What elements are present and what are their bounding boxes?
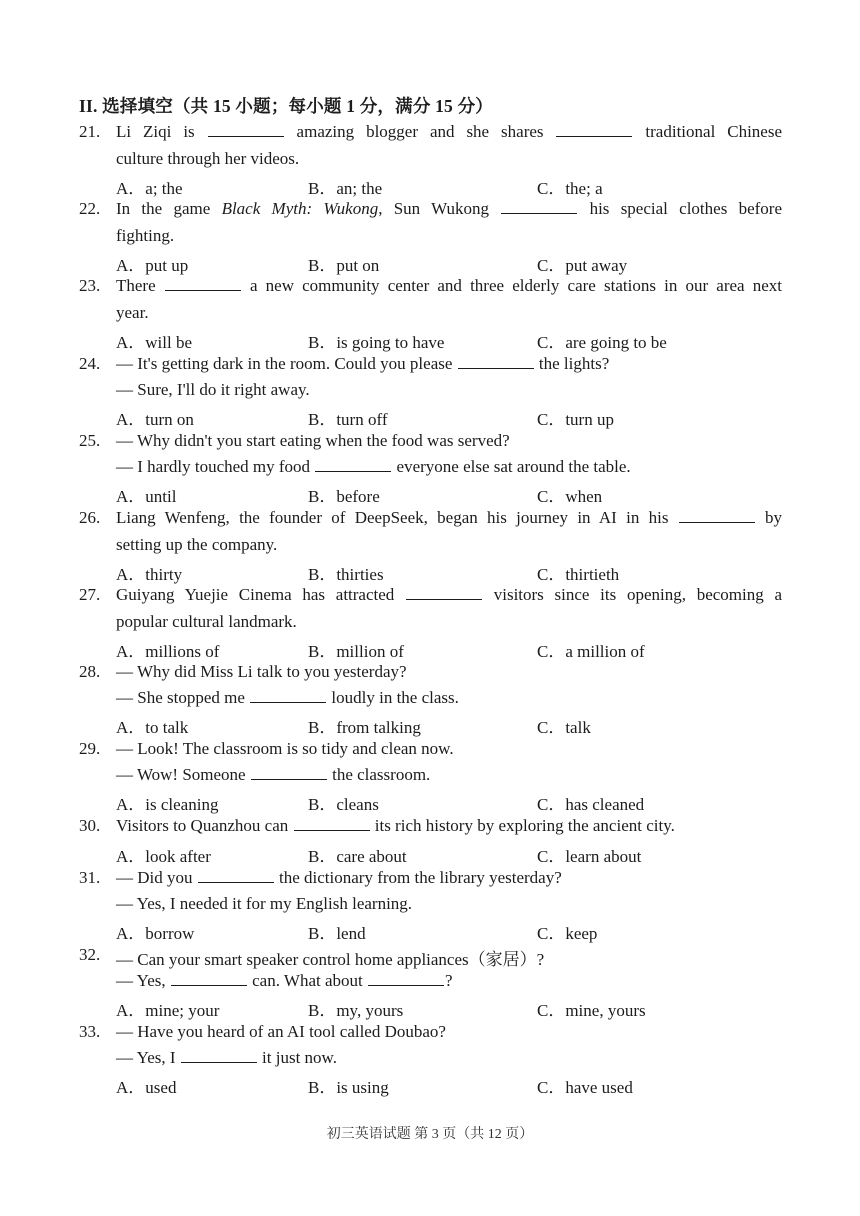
answer-blank (250, 688, 326, 703)
question-number: 31. (79, 868, 101, 887)
question-stem-line2: popular cultural landmark. (116, 612, 297, 631)
option-a: A．put up (116, 256, 189, 275)
option-a: A．thirty (116, 565, 183, 584)
question-number: 25. (79, 431, 101, 450)
question-number: 29. (79, 739, 101, 758)
option-a: A．mine; your (116, 1001, 220, 1020)
option-c: C．thirtieth (537, 565, 620, 584)
answer-blank (198, 868, 274, 883)
answer-blank (251, 765, 327, 780)
question-number: 26. (79, 508, 101, 527)
option-a: A．a; the (116, 179, 183, 198)
option-b: B．is using (308, 1078, 389, 1097)
question-number: 33. (79, 1022, 101, 1041)
section-title: II. 选择填空（共 15 小题；每小题 1 分，满分 15 分） (79, 96, 493, 116)
answer-blank (406, 585, 482, 600)
question-number: 21. (79, 122, 101, 141)
answer-blank (501, 199, 577, 214)
question-stem-line1: Visitors to Quanzhou can its rich history by exploring the ancient city. (116, 816, 675, 835)
question-number: 30. (79, 816, 101, 835)
question-stem-line1: Guiyang Yuejie Cinema has attracted visitors since its opening, becoming a (116, 585, 782, 604)
option-b: B．million of (308, 642, 404, 661)
question-stem-line2: fighting. (116, 226, 175, 245)
option-c: C．are going to be (537, 333, 667, 352)
option-b: B．lend (308, 924, 366, 943)
question-number: 27. (79, 585, 101, 604)
question-stem-line2: — Wow! Someone the classroom. (116, 765, 431, 784)
option-c: C．when (537, 487, 603, 506)
question-stem-line2: — Yes, I needed it for my English learning. (116, 894, 413, 913)
option-b: B．before (308, 487, 380, 506)
answer-blank (556, 122, 632, 137)
question-number: 32. (79, 945, 101, 964)
option-c: C．put away (537, 256, 628, 275)
question-stem-line1: — Have you heard of an AI tool called Doubao? (116, 1022, 446, 1041)
question-number: 23. (79, 276, 101, 295)
question-number: 22. (79, 199, 101, 218)
option-b: B．an; the (308, 179, 383, 198)
option-c: C．the; a (537, 179, 603, 198)
question-stem-line2: — I hardly touched my food everyone else sat around the table. (116, 457, 631, 476)
option-b: B．turn off (308, 410, 388, 429)
question-stem-line2: — Sure, I'll do it right away. (116, 380, 310, 399)
option-a: A．will be (116, 333, 193, 352)
question-stem-line1: — Can your smart speaker control home appliances（家居）? (116, 950, 545, 969)
answer-blank (208, 122, 284, 137)
option-b: B．put on (308, 256, 380, 275)
answer-blank (171, 971, 247, 986)
option-b: B．my, yours (308, 1001, 404, 1020)
answer-blank (458, 354, 534, 369)
option-a: A．millions of (116, 642, 220, 661)
question-stem-line1: In the game Black Myth: Wukong, Sun Wukong his special clothes before (116, 199, 783, 218)
option-c: C．keep (537, 924, 598, 943)
option-c: C．has cleaned (537, 795, 645, 814)
question-stem-line1: — Why did Miss Li talk to you yesterday? (116, 662, 407, 681)
question-stem-line1: — It's getting dark in the room. Could you please the lights? (116, 354, 610, 373)
option-c: C．learn about (537, 847, 642, 866)
question-stem-line1: Liang Wenfeng, the founder of DeepSeek, began his journey in AI in his by (116, 508, 783, 527)
option-b: B．thirties (308, 565, 384, 584)
question-stem-line1: There a new community center and three elderly care stations in our area next (116, 276, 782, 295)
question-stem-line2: — She stopped me loudly in the class. (116, 688, 459, 707)
answer-blank (165, 276, 241, 291)
question-stem-line1: — Why didn't you start eating when the food was served? (116, 431, 510, 450)
answer-blank (679, 508, 755, 523)
answer-blank (294, 816, 370, 831)
answer-blank (368, 971, 444, 986)
question-stem-line2: — Yes, can. What about ? (116, 971, 453, 990)
question-stem-line2: — Yes, I it just now. (116, 1048, 337, 1067)
option-c: C．a million of (537, 642, 645, 661)
question-stem-line1: Li Ziqi is amazing blogger and she shares traditional Chinese (116, 122, 783, 141)
question-stem-line1: — Look! The classroom is so tidy and clean now. (116, 739, 454, 758)
question-number: 24. (79, 354, 101, 373)
question-stem-line2: year. (116, 303, 149, 322)
option-a: A．look after (116, 847, 211, 866)
page-footer: 初三英语试题 第 3 页（共 12 页） (326, 1127, 534, 1142)
option-c: C．talk (537, 718, 591, 737)
option-c: C．have used (537, 1078, 633, 1097)
option-c: C．turn up (537, 410, 614, 429)
option-c: C．mine, yours (537, 1001, 646, 1020)
option-a: A．until (116, 487, 177, 506)
option-a: A．is cleaning (116, 795, 219, 814)
answer-blank (181, 1048, 257, 1063)
option-b: B．cleans (308, 795, 379, 814)
question-stem-line2: culture through her videos. (116, 149, 300, 168)
option-a: A．turn on (116, 410, 194, 429)
answer-blank (315, 457, 391, 472)
option-a: A．to talk (116, 718, 189, 737)
question-stem-line2: setting up the company. (116, 535, 278, 554)
question-number: 28. (79, 662, 101, 681)
option-b: B．is going to have (308, 333, 445, 352)
option-b: B．care about (308, 847, 407, 866)
option-a: A．borrow (116, 924, 195, 943)
option-b: B．from talking (308, 718, 421, 737)
question-stem-line1: — Did you the dictionary from the library yesterday? (116, 868, 562, 887)
option-a: A．used (116, 1078, 177, 1097)
